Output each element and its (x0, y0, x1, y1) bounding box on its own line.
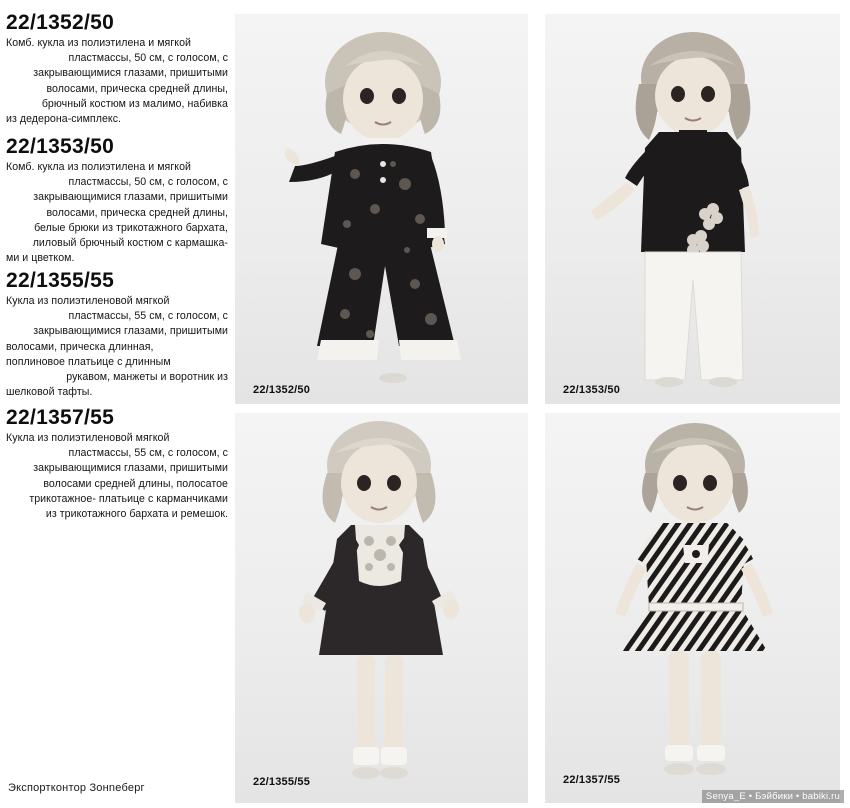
description-line: Кукла из полиэтиленовой мягкой (6, 295, 170, 307)
doll-illustration (235, 14, 528, 404)
description-line: из дедерона-симплекс. (6, 113, 122, 126)
description-line: брючный костюм из малимо, набивка (41, 97, 228, 110)
description-line: белые брюки из трикотажного бархата, (34, 221, 228, 234)
catalog-entry-22-1352-50 (6, 12, 228, 127)
site-watermark: Senya_E • Бэйбики • babiki.ru (702, 790, 844, 803)
description-line: пластмассы, 55 см, с голосом, с (68, 447, 228, 460)
entry-description (6, 431, 228, 522)
description-line: пластмассы, 55 см, с голосом, с (68, 310, 228, 323)
catalog-entry-22-1353-50 (6, 136, 228, 266)
description-line: Кукла из полиэтиленовой мягкой (6, 432, 170, 444)
entry-code: 22/1357/55 (6, 406, 115, 429)
photo-caption: 22/1357/55 (563, 774, 621, 786)
entry-description (6, 36, 228, 127)
description-line: пластмассы, 50 см, с голосом, с (68, 176, 228, 189)
description-line: волосами, прическа длинная, (6, 340, 154, 353)
description-line: поплиновое платьице с длинным (6, 355, 171, 368)
description-line: закрывающимися глазами, пришитыми (33, 325, 228, 338)
doll-illustration (235, 413, 528, 803)
photo-caption: 22/1355/55 (253, 776, 311, 788)
catalog-entry-22-1355-55 (6, 270, 228, 400)
description-line: шелковой тафты. (6, 386, 93, 399)
photo-caption: 22/1353/50 (563, 384, 621, 396)
doll-illustration (545, 14, 840, 404)
description-line: закрывающимися глазами, пришитыми (33, 462, 228, 475)
photo-caption: 22/1352/50 (253, 384, 311, 396)
description-line: закрывающимися глазами, пришитыми (33, 67, 228, 80)
description-line: Комб. кукла из полиэтилена и мягкой (6, 161, 191, 173)
description-line: Комб. кукла из полиэтилена и мягкой (6, 37, 191, 49)
entry-description (6, 160, 228, 266)
description-line: трикотажное- платьице с карманчиками (29, 492, 228, 505)
doll-illustration (545, 413, 840, 803)
catalog-entry-22-1357-55 (6, 407, 228, 522)
entry-code: 22/1352/50 (6, 11, 115, 34)
entry-description (6, 294, 228, 400)
entry-code: 22/1353/50 (6, 135, 115, 158)
description-line: волосами, прическа средней длины, (46, 206, 228, 219)
description-line: из трикотажного бархата и ремешок. (45, 508, 228, 521)
doll-photo-22-1353-50 (545, 14, 840, 404)
doll-photo-22-1355-55 (235, 413, 528, 803)
doll-photo-22-1357-55 (545, 413, 840, 803)
description-line: закрывающимися глазами, пришитыми (33, 191, 228, 204)
description-line: волосами, прическа средней длины, (46, 82, 228, 95)
doll-photo-22-1352-50 (235, 14, 528, 404)
entry-code: 22/1355/55 (6, 269, 115, 292)
footer-credit: Экспортконтор Зонneберг (8, 782, 145, 794)
description-line: рукавом, манжеты и воротник из (66, 371, 228, 384)
description-line: волосами средней длины, полосатое (43, 477, 228, 490)
description-line: пластмассы, 50 см, с голосом, с (68, 52, 228, 65)
description-line: ми и цветком. (6, 252, 75, 265)
description-line: лиловый брючный костюм с кармашка- (32, 237, 228, 250)
